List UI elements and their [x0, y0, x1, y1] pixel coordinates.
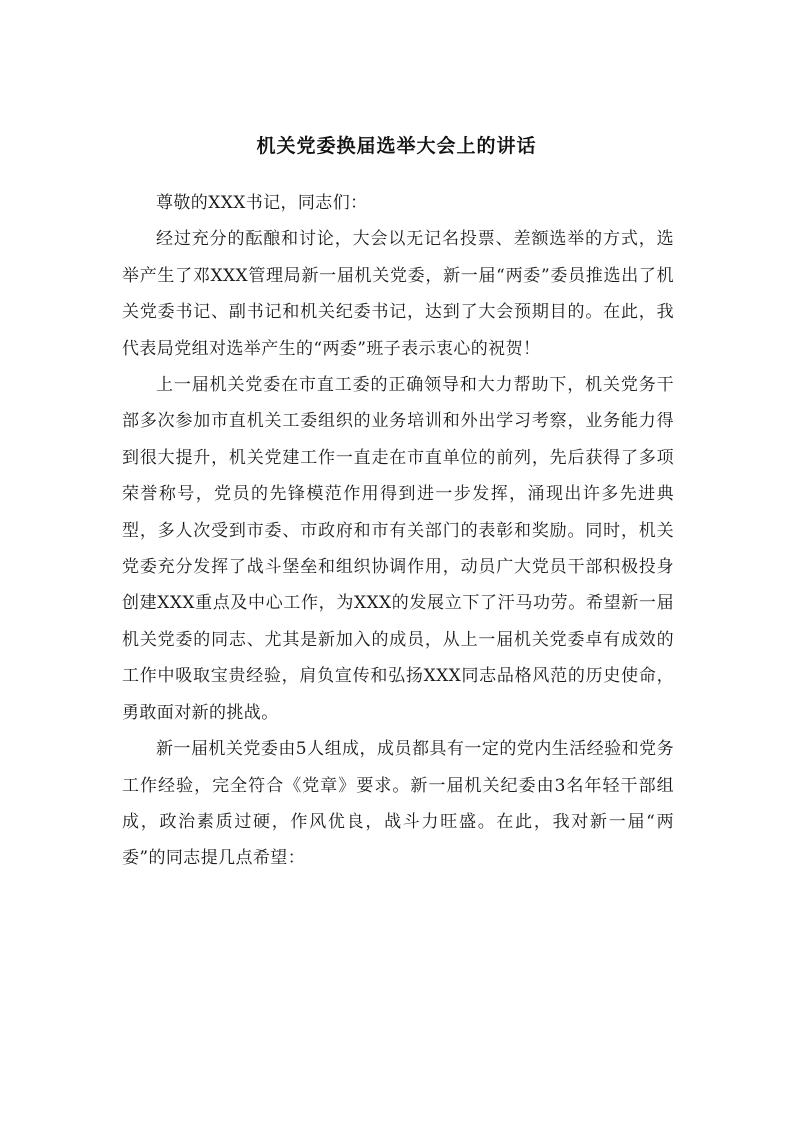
body-paragraph: 新一届机关党委由5人组成，成员都具有一定的党内生活经验和党务工作经验，完全符合《党章》要求。新一届机关纪委由3名年轻干部组成，政治素质过硬，作风优良，战斗力旺盛。在此，我对新一届“两委”的同志提几点希望：: [122, 739, 674, 869]
salutation-paragraph: 尊敬的XXX书记，同志们：: [156, 193, 368, 213]
body-paragraph: 经过充分的酝酿和讨论，大会以无记名投票、差额选举的方式，选举产生了邓XXX管理局新一届机关党委，新一届“两委”委员推选出了机关党委书记、副书记和机关纪委书记，达到了大会预期目的。在此，我代表局党组对选举产生的“两委”班子表示衷心的祝贺！: [122, 229, 674, 359]
body-paragraph: 上一届机关党委在市直工委的正确领导和大力帮助下，机关党务干部多次参加市直机关工委组织的业务培训和外出学习考察，业务能力得到很大提升，机关党建工作一直走在市直单位的前列，先后获得了多项荣誉称号，党员的先锋模范作用得到进一步发挥，涌现出许多先进典型，多人次受到市委、市政府和市有关部门的表彰和奖励。同时，机关党委充分发挥了战斗堡垒和组织协调作用，动员广大党员干部积极投身创建XXX重点及中心工作，为XXX的发展立下了汗马功劳。希望新一届机关党委的同志、尤其是新加入的成员，从上一届机关党委卓有成效的工作中吸取宝贵经验，肩负宣传和弘扬XXX同志品格风范的历史使命，勇敢面对新的挑战。: [122, 375, 674, 723]
document-body: [122, 185, 674, 877]
document-title: 机关党委换届选举大会上的讲话: [256, 135, 537, 157]
